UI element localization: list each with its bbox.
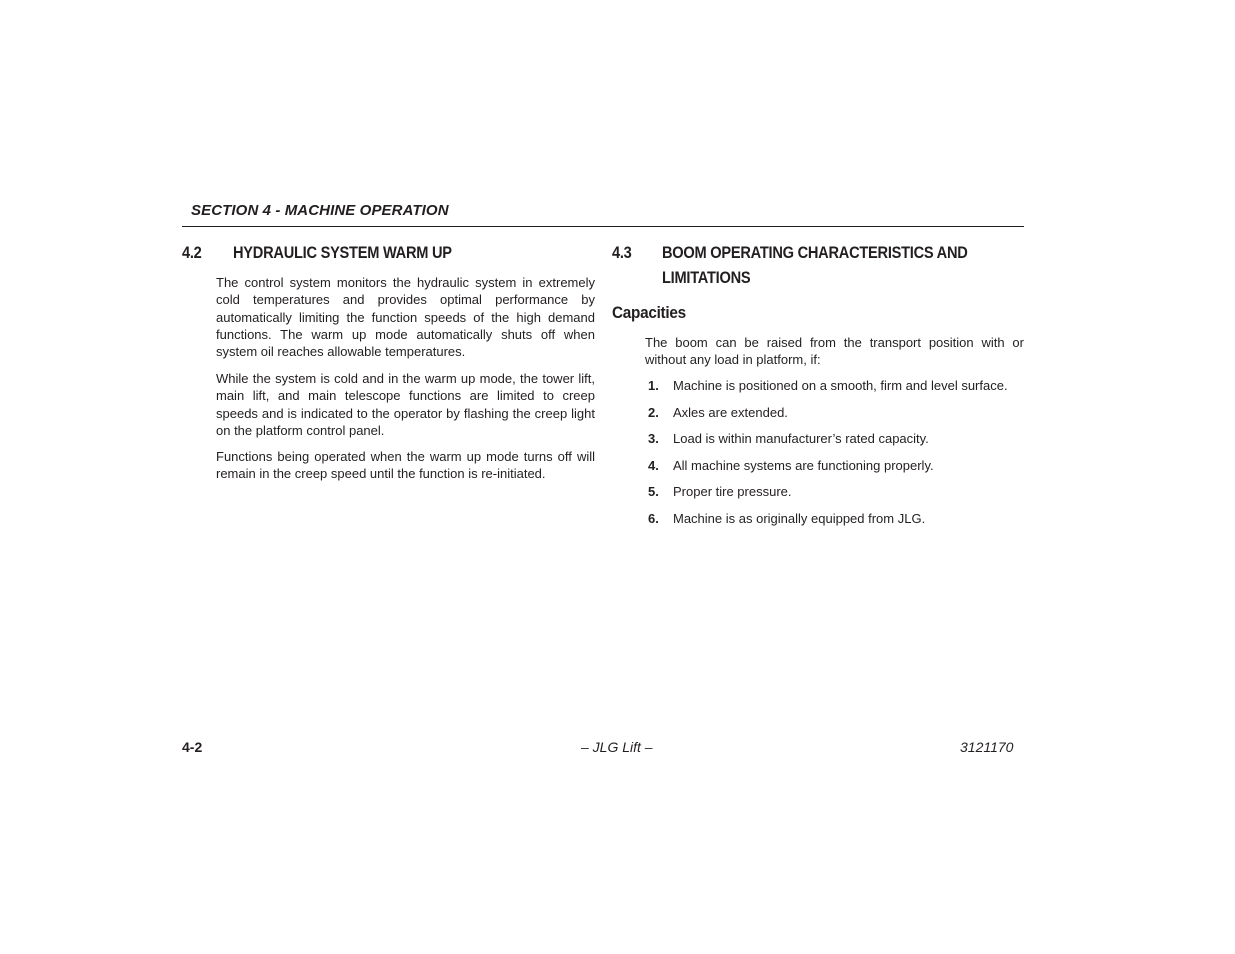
section-4-3-title-line1: BOOM OPERATING CHARACTERISTICS AND [662,243,968,262]
list-item-number: 1. [648,378,659,393]
list-item-number: 4. [648,457,659,473]
page-number: 4-2 [182,739,203,755]
section-4-3-number: 4.3 [612,243,632,262]
list-item [648,404,1008,431]
list-item [648,510,1008,537]
list-item-text: All machine systems are functioning properly. [673,457,934,473]
list-item [648,430,1008,457]
list-item-text: Axles are extended. [673,404,788,420]
paragraph-warm-up-2: While the system is cold and in the warm up mode, the tower lift, main lift, and main telescope functions are limited to creep speeds and is indicated to the operator by flashing the creep light on the platform control panel. [216,371,595,438]
list-item [648,457,1008,484]
list-item-text: Load is within manufacturer’s rated capacity. [673,431,929,447]
capacities-list [648,377,1008,537]
list-item-text: Machine is as originally equipped from JLG. [673,510,926,526]
document-number: 3121170 [960,739,1014,755]
list-item-number: 2. [648,404,659,420]
paragraph-warm-up-3: Functions being operated when the warm up mode turns off will remain in the creep speed until the function is re-initiated. [216,449,595,482]
list-item-text: Machine is positioned on a smooth, firm and level surface. [673,378,1008,393]
list-item-number: 5. [648,484,659,500]
list-item [648,483,1008,510]
header-rule [182,226,1024,227]
list-item [648,377,1008,404]
list-item-number: 6. [648,510,659,526]
footer-publication-name: – JLG Lift – [581,739,653,755]
capacities-intro: The boom can be raised from the transport position with or without any load in platform, if: [645,335,1024,368]
list-item-number: 3. [648,431,659,447]
list-item-text: Proper tire pressure. [673,484,792,500]
section-4-3-title-line2: LIMITATIONS [662,268,751,287]
section-4-2-title: HYDRAULIC SYSTEM WARM UP [233,243,452,262]
section-4-2-number: 4.2 [182,243,202,262]
capacities-subheading: Capacities [612,303,686,322]
paragraph-warm-up-1: The control system monitors the hydraulic system in extremely cold temperatures and provides optimal performance by automatically limiting the function speeds of the high demand functions. The warm up mode automatically shuts off when system oil reaches allowable temperatures. [216,275,595,360]
section-header-title: SECTION 4 - MACHINE OPERATION [191,202,449,219]
